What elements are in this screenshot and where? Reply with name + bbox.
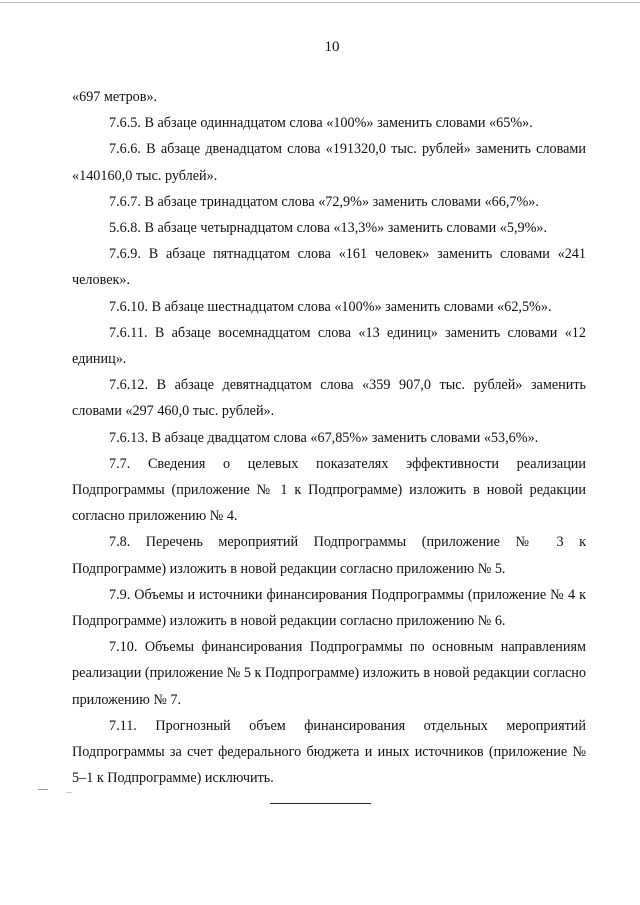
paragraph-continuation: «697 метров». <box>72 89 158 105</box>
scan-mark <box>66 792 72 793</box>
paragraph-7-6-9: 7.6.9. В абзаце пятнадцатом слова «161 человек» заменить словами «241 человек». <box>72 246 586 289</box>
paragraph-7-6-10: 7.6.10. В абзаце шестнадцатом слова «100%» заменить словами «62,5%». <box>109 298 552 315</box>
paragraph-5-6-8: 5.6.8. В абзаце четырнадцатом слова «13,3%» заменить словами «5,9%». <box>109 220 548 237</box>
page-number: 10 <box>324 39 340 55</box>
paragraph-7-6-7: 7.6.7. В абзаце тринадцатом слова «72,9%» заменить словами «66,7%». <box>109 193 539 210</box>
paragraph-7-6-13: 7.6.13. В абзаце двадцатом слова «67,85%» заменить словами «53,6%». <box>109 429 539 446</box>
paragraph-7-8: 7.8. Перечень мероприятий Подпрограммы (приложение № 3 к Подпрограмме) изложить в новой редакции согласно приложению № 5. <box>72 534 586 577</box>
top-edge-line <box>0 2 640 3</box>
paragraph-7-9: 7.9. Объемы и источники финансирования Подпрограммы (приложение № 4 к Подпрограмме) изложить в новой редакции согласно приложению № 6. <box>72 586 586 630</box>
paragraph-7-7: 7.7. Сведения о целевых показателях эффективности реализации Подпрограммы (приложение № 1 к Подпрограмме) изложить в новой редакции согласно приложению № 4. <box>72 455 586 525</box>
scan-mark <box>38 789 48 790</box>
paragraph-7-6-11: 7.6.11. В абзаце восемнадцатом слова «13 единиц» заменить словами «12 единиц». <box>72 324 586 368</box>
end-of-text-rule <box>270 803 371 804</box>
document-body <box>72 84 586 791</box>
paragraph-7-10: 7.10. Объемы финансирования Подпрограммы по основным направлениям реализации (приложение № 5 к Подпрограмме) изложить в новой редакции согласно приложению № 7. <box>72 639 586 708</box>
paragraph-7-6-12: 7.6.12. В абзаце девятнадцатом слова «359 907,0 тыс. рублей» заменить словами «297 460,0 тыс. рублей». <box>72 377 586 420</box>
paragraph-7-11: 7.11. Прогнозный объем финансирования отдельных мероприятий Подпрограммы за счет федерального бюджета и иных источников (приложение № 5–1 к Подпрограмме) исключить. <box>72 717 586 787</box>
paragraph-7-6-6: 7.6.6. В абзаце двенадцатом слова «191320,0 тыс. рублей» заменить словами «140160,0 тыс. рублей». <box>72 141 586 184</box>
paragraph-7-6-5: 7.6.5. В абзаце одиннадцатом слова «100%» заменить словами «65%». <box>109 115 533 132</box>
